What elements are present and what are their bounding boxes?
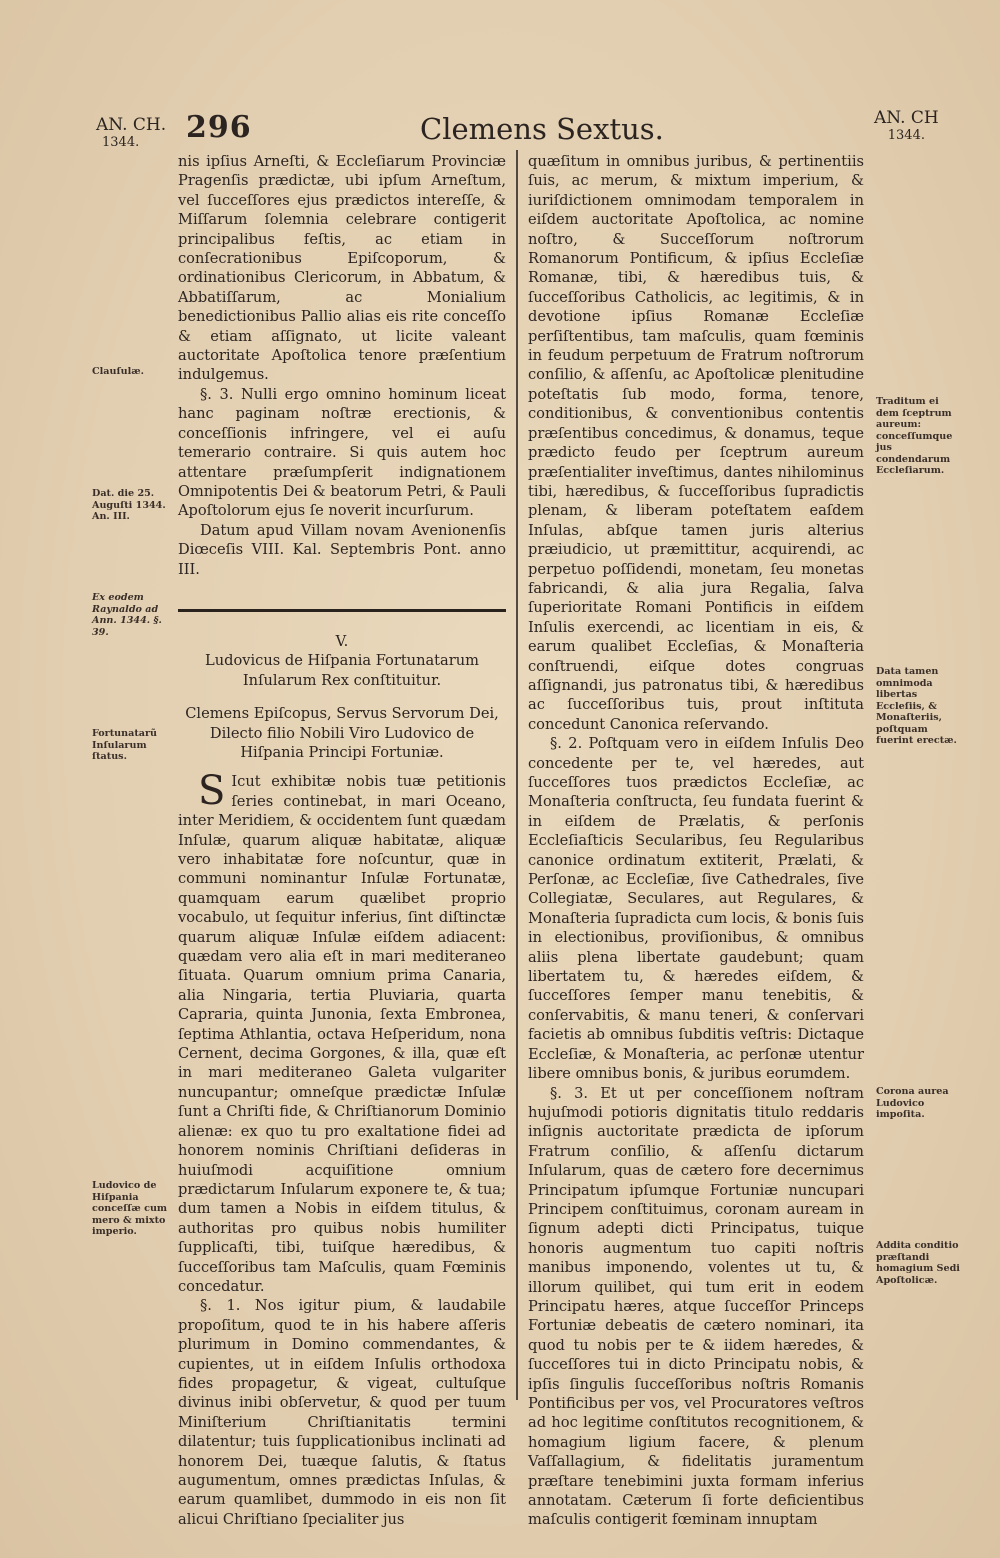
drop-cap: S [198, 768, 226, 815]
paragraph: nis ipſius Arneſti, & Eccleſiarum Provinciæ Pragenſis prædictæ, ubi ipſum Arneſtum, vel ſucceſſores ejus prædictos intereſſe, & Miſſarum ſolemnia celebrare contigerit principalibus feſtis, ac etiam in conſecrationibus Epiſcoporum, & ordinationibus Clericorum, in Abbatum, & Abbatiſſarum, ac Monialium benedictionibus Pallio alias eis rite conceſſo & etiam aſſignato, ut licite valeant auctoritate Apoſtolica tenore præſentium indulgemus. [178, 153, 506, 384]
running-head-right [874, 108, 939, 143]
page-title: Clemens Sextus. [420, 112, 664, 146]
running-head-year: 1344. [102, 135, 140, 150]
margin-note: Data tamen omnimoda libertas Eccleſiis, & Monaſteriis, poſtquam fuerint erectæ. [876, 666, 957, 746]
paragraph: §. 2. Poſtquam vero in eiſdem Inſulis Deo concedente per te, vel hæredes, aut ſucceſſores tuos prædictos Eccleſiæ, ac Monaſteria conſtructa, ſeu fundata fuerint & in eiſdem de Prælatis, & perſonis Eccleſiaſticis Secularibus, ſeu Regularibus canonice ordinatum extiterit, Prælati, & Perſonæ, ac Eccleſiæ, ſive Cathedrales, ſive Collegiatæ, Seculares, aut Regulares, & Monaſteria ſupradicta cum locis, & bonis ſuis in electionibus, proviſionibus, & omnibus aliis plena libertate gaudebunt; quam libertatem tu, & hæredes eiſdem, & ſucceſſores ſemper manu tenebitis, & conſervabitis, & manu teneri, & conſervari facietis ab omnibus ſubditis veſtris: Dictaque Eccleſiæ, & Monaſteria, ac perſonæ utentur libere omnibus bonis, & juribus eorumdem. [528, 735, 864, 1083]
running-head-left [96, 115, 166, 150]
paragraph-text: Icut exhibitæ nobis tuæ petitionis ſeries continebat, in mari Oceano, inter Meridiem, & occidentem ſunt quædam Inſulæ, quarum aliquæ habitatæ, aliquæ vero inhabitatæ fore noſcuntur, quæ in communi nominantur Inſulæ Fortunatæ, quamquam earum quælibet proprio vocabulo, ut ſequitur inferius, ſint diſtinctæ quarum aliquæ Inſulæ eiſdem adiacent: quædam vero alia eſt in mari mediteraneo ſituata. Quarum omnium prima Canaria, alia Ningaria, tertia Pluviaria, quarta Capraria, quinta Junonia, ſexta Embronea, ſeptima Athlantia, octava Heſperidum, nona Cernent, decima Gorgones, & illa, quæ eſt in mari mediteraneo Galeta vulgariter nuncupantur; omneſque prædictæ Inſulæ ſunt a Chriſti fide, & Chriſtianorum Dominio alienæ: ex quo tu pro exaltatione fidei ad honorem nominis Chriſtiani deſideras in huiuſmodi acquiſitione omnium prædictarum Inſularum exponere te, & tua; dum tamen a Nobis in eiſdem titulus, & authoritas pro quibus nobis humiliter ſupplicaſti, tibi, tuiſque hæredibus, & ſucceſſoribus tam Maſculis, quam Fœminis concedatur. [178, 773, 506, 1295]
date-line: Datum apud Villam novam Avenionenſis Diœceſis VIII. Kal. Septembris Pont. anno III. [178, 521, 506, 578]
margin-note: Dat. die 25. Auguſti 1344. An. III. [92, 488, 166, 522]
paragraph: §. 1. Nos igitur pium, & laudabile propoſitum, quod te in his habere aſſeris plurimum in Domino commendantes, & cupientes, ut in eiſdem Inſulis orthodoxa fides propagetur, & vigeat, cultuſque divinus inibi obſervetur, & quod per tuum Miniſterium Chriſtianitatis termini dilatentur; tuis ſupplicationibus inclinati ad honorem Dei, tuæque ſalutis, & ſtatus augumentum, omnes prædictas Inſulas, & earum quamlibet, dummodo in eis non ſit alicui Chriſtiano ſpecialiter jus [178, 1297, 506, 1528]
column-divider [516, 150, 518, 1400]
margin-note: Clauſulæ. [92, 366, 144, 377]
margin-note: Ex eodem Raynaldo ad Ann. 1344. §. 39. [92, 592, 162, 638]
left-column [178, 152, 506, 1529]
margin-note: Addita conditio præſtandi homagium Sedi Apoſtolicæ. [876, 1240, 960, 1286]
margin-note: Ludovico de Hiſpania conceſſæ cum mero & mixto imperio. [92, 1180, 168, 1237]
margin-note: Corona aurea Ludovico impoſita. [876, 1086, 949, 1120]
running-head-label: AN. CH [874, 108, 939, 128]
paragraph: quæſitum in omnibus juribus, & pertinentiis ſuis, ac merum, & mixtum imperium, & iuriſdictionem omnimodam temporalem in eiſdem auctoritate Apoſtolica, ac nomine noſtro, & Succeſſorum noſtrorum Romanorum Pontificum, & ipſius Eccleſiæ Romanæ, tibi, & hæredibus tuis, & ſucceſſoribus Catholicis, ac legitimis, & in devotione ipſius Romanæ Eccleſiæ perſiſtentibus, tam maſculis, quam fœminis in feudum perpetuum de Fratrum noſtrorum conſilio, & aſſenſu, ac Apoſtolicæ plenitudine poteſtatis ſub modo, forma, tenore, conditionibus, & conventionibus contentis præſentibus concedimus, & donamus, teque prædicto feudo per ſceptrum aureum præſentialiter inveſtimus, dantes nihilominus tibi, hæredibus, & ſucceſſoribus ſupradictis plenam, & liberam poteſtatem eaſdem Inſulas, abſque tamen juris alterius præiudicio, ut præmittitur, acquirendi, ac perpetuo poſſidendi, monetam, ſeu monetas fabricandi, & alia jura Regalia, ſalva ſuperioritate Romani Pontificis in eiſdem Inſulis exercendi, ac licentiam in eis, & earum qualibet Eccleſias, & Monaſteria conſtruendi, eiſque dotes congruas aſſignandi, jus patronatus tibi, & hæredibus ac ſucceſſoribus tuis, prout inſtituta concedunt Canonica reſervando. [528, 153, 864, 733]
section-rule [178, 609, 506, 612]
paragraph [178, 768, 506, 1296]
paragraph: §. 3. Et ut per conceſſionem noſtram hujuſmodi potioris dignitatis titulo reddaris inſignis auctoritate prædicta de ipſorum Fratrum conſilio, & aſſenſu dictarum Inſularum, quas de cætero fore decernimus Principatum ipſumque Fortuniæ nuncupari Principem conſtituimus, coronam auream in ſignum adepti dicti Principatus, tuique honoris augmentum tuo capiti noſtris manibus imponendo, volentes ut tu, & illorum quilibet, qui tum erit in eodem Principatu hæres, atque ſucceſſor Princeps Fortuniæ debeatis de cætero nominari, ita quod tu nobis per te & iidem hæredes, & ſucceſſores tui in dicto Principatu nobis, & ipſis ſingulis ſucceſſoribus noſtris Romanis Pontificibus per vos, vel Procuratores veſtros ad hoc legitime conſtitutos recognitionem, & homagium ligium facere, & plenum Vaſſallagium, & fidelitatis juramentum præſtare tenebimini juxta formam inferius annotatam. Cæterum ſi forte deficientibus maſculis contigerit fœminam innuptam [528, 1084, 864, 1529]
running-head-label: AN. CH. [96, 115, 167, 135]
section-number: V. [335, 632, 349, 650]
running-head-year: 1344. [887, 128, 925, 143]
paragraph: §. 3. Nulli ergo omnino hominum liceat hanc paginam noſtræ erectionis, & conceſſionis infringere, vel ei auſu temerario contraire. Si quis autem hoc attentare præſumpſerit indignationem Omnipotentis Dei & beatorum Petri, & Pauli Apoſtolorum ejus ſe noverit incurſurum. [178, 385, 506, 520]
right-column [528, 152, 864, 1530]
margin-note: Traditum ei dem ſceptrum aureum: conceſſumque jus condendarum Eccleſiarum. [876, 396, 953, 476]
margin-note: Fortunatarũ Inſularum ſtatus. [92, 728, 158, 762]
section-title: Ludovicus de Hiſpania Fortunatarum Inſularum Rex conſtituitur. [205, 652, 479, 689]
page-number: 296 [186, 110, 252, 145]
letter-address: Clemens Epiſcopus, Servus Servorum Dei, Dilecto filio Nobili Viro Ludovico de Hiſpania Principi Fortuniæ. [185, 705, 499, 761]
